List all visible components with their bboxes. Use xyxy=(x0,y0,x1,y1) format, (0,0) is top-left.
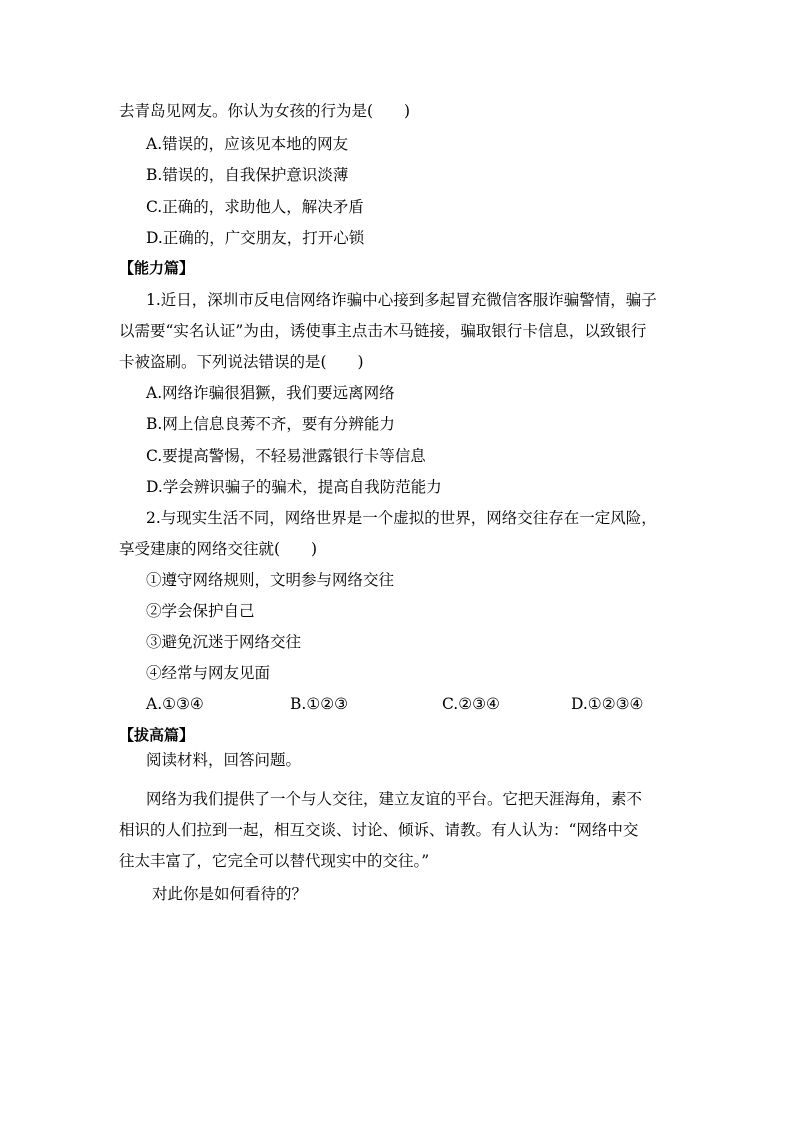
q2-option-a: A.①③④ xyxy=(146,695,204,713)
q2-item-1: ①遵守网络规则，文明参与网络交往 xyxy=(146,571,395,589)
q2-line-1: 2.与现实生活不同，网络世界是一个虚拟的世界，网络交往存在一定风险， xyxy=(146,509,657,527)
q2-item-2: ②学会保护自己 xyxy=(146,602,255,620)
reading-line-3: 往太丰富了，它完全可以替代现实中的交往。” xyxy=(119,852,430,870)
reading-line-2: 相识的人们拉到一起，相互交谈、讨论、倾诉、请教。有人认为：“网络中交 xyxy=(119,821,639,839)
option-a: A.错误的，应该见本地的网友 xyxy=(146,135,349,153)
reading-line-1: 网络为我们提供了一个与人交往，建立友谊的平台。它把天涯海角，素不 xyxy=(146,790,643,808)
option-d: D.正确的，广交朋友，打开心锁 xyxy=(146,229,365,247)
q2-option-d: D.①②③④ xyxy=(571,695,644,713)
q1-option-b: B.网上信息良莠不齐，要有分辨能力 xyxy=(146,415,395,433)
q1-option-c: C.要提高警惕，不轻易泄露银行卡等信息 xyxy=(146,447,426,465)
section-heading-ability: 【能力篇】 xyxy=(119,259,195,277)
q2-item-3: ③避免沉迷于网络交往 xyxy=(146,633,302,651)
option-c: C.正确的，求助他人，解决矛盾 xyxy=(146,198,364,216)
q1-line-2: 以需要“实名认证”为由，诱使事主点击木马链接，骗取银行卡信息，以致银行 xyxy=(119,322,647,340)
q2-option-c: C.②③④ xyxy=(442,695,500,713)
section-heading-advanced: 【拔高篇】 xyxy=(119,726,195,744)
reading-intro: 阅读材料，回答问题。 xyxy=(146,751,302,769)
question-stem-tail: 去青岛见网友。你认为女孩的行为是( ) xyxy=(119,102,411,120)
reading-question: 对此你是如何看待的？ xyxy=(152,885,308,903)
q2-item-4: ④经常与网友见面 xyxy=(146,664,271,682)
option-b: B.错误的，自我保护意识淡薄 xyxy=(146,166,349,184)
q1-line-3: 卡被盗刷。下列说法错误的是( ) xyxy=(119,353,364,371)
q2-option-b: B.①②③ xyxy=(290,695,349,713)
q2-line-2: 享受建康的网络交往就( ) xyxy=(119,540,318,558)
q1-option-a: A.网络诈骗很猖獗，我们要远离网络 xyxy=(146,384,395,402)
q1-option-d: D.学会辨识骗子的骗术，提高自我防范能力 xyxy=(146,478,442,496)
q1-line-1: 1.近日，深圳市反电信网络诈骗中心接到多起冒充微信客服诈骗警情，骗子 xyxy=(146,291,657,309)
